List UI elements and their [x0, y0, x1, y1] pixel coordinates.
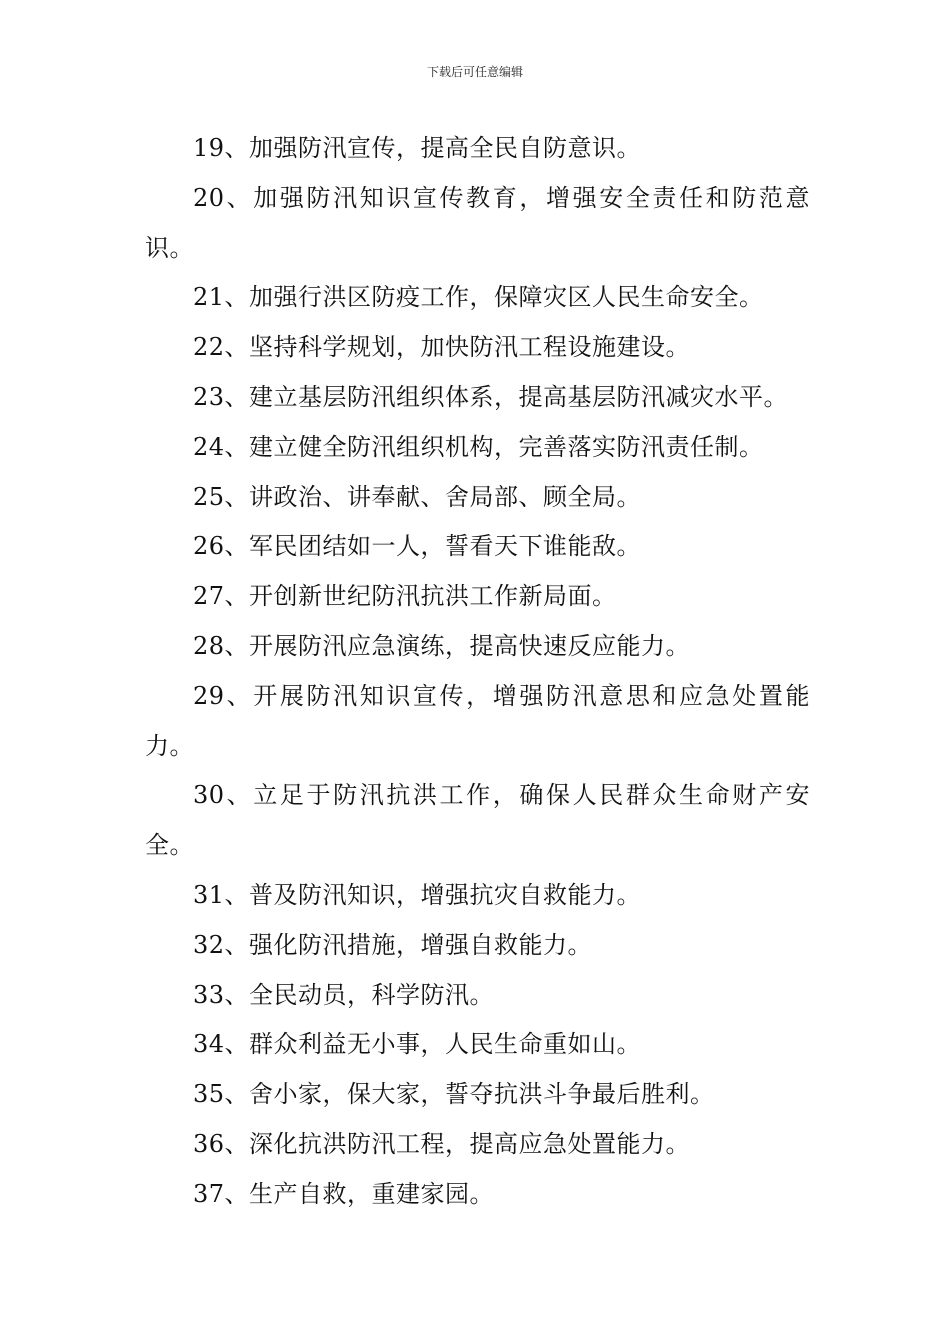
- list-item: 33、全民动员，科学防汛。: [193, 980, 495, 1009]
- list-item: 28、开展防汛应急演练，提高快速反应能力。: [193, 631, 691, 660]
- list-item: 25、讲政治、讲奉献、舍局部、顾全局。: [193, 482, 642, 511]
- list-item: 20、加强防汛知识宣传教育，增强安全责任和防范意识。: [145, 183, 810, 262]
- list-item: 36、深化抗洪防汛工程，提高应急处置能力。: [193, 1129, 691, 1158]
- list-item: 27、开创新世纪防汛抗洪工作新局面。: [193, 582, 617, 611]
- list-item: 23、建立基层防汛组织体系，提高基层防汛减灾水平。: [193, 382, 789, 411]
- page-header: 下载后可任意编辑: [426, 65, 523, 79]
- list-item: 32、强化防汛措施，增强自救能力。: [193, 930, 593, 959]
- slogan-list: [145, 124, 810, 1220]
- list-item: 30、立足于防汛抗洪工作，确保人民群众生命财产安全。: [145, 781, 810, 860]
- list-item: 24、建立健全防汛组织机构，完善落实防汛责任制。: [193, 432, 764, 461]
- list-item: 34、群众利益无小事，人民生命重如山。: [193, 1030, 642, 1059]
- list-item: 22、坚持科学规划，加快防汛工程设施建设。: [193, 333, 691, 362]
- list-item: 21、加强行洪区防疫工作，保障灾区人民生命安全。: [193, 283, 764, 312]
- list-item: 31、普及防汛知识，增强抗灾自救能力。: [193, 880, 642, 909]
- list-item: 26、军民团结如一人，誓看天下谁能敌。: [193, 532, 642, 561]
- list-item: 35、舍小家，保大家，誓夺抗洪斗争最后胜利。: [193, 1080, 715, 1109]
- list-item: 29、开展防汛知识宣传，增强防汛意思和应急处置能力。: [145, 681, 810, 760]
- list-item: 19、加强防汛宣传，提高全民自防意识。: [193, 134, 642, 162]
- list-item: 37、生产自救，重建家园。: [193, 1179, 495, 1208]
